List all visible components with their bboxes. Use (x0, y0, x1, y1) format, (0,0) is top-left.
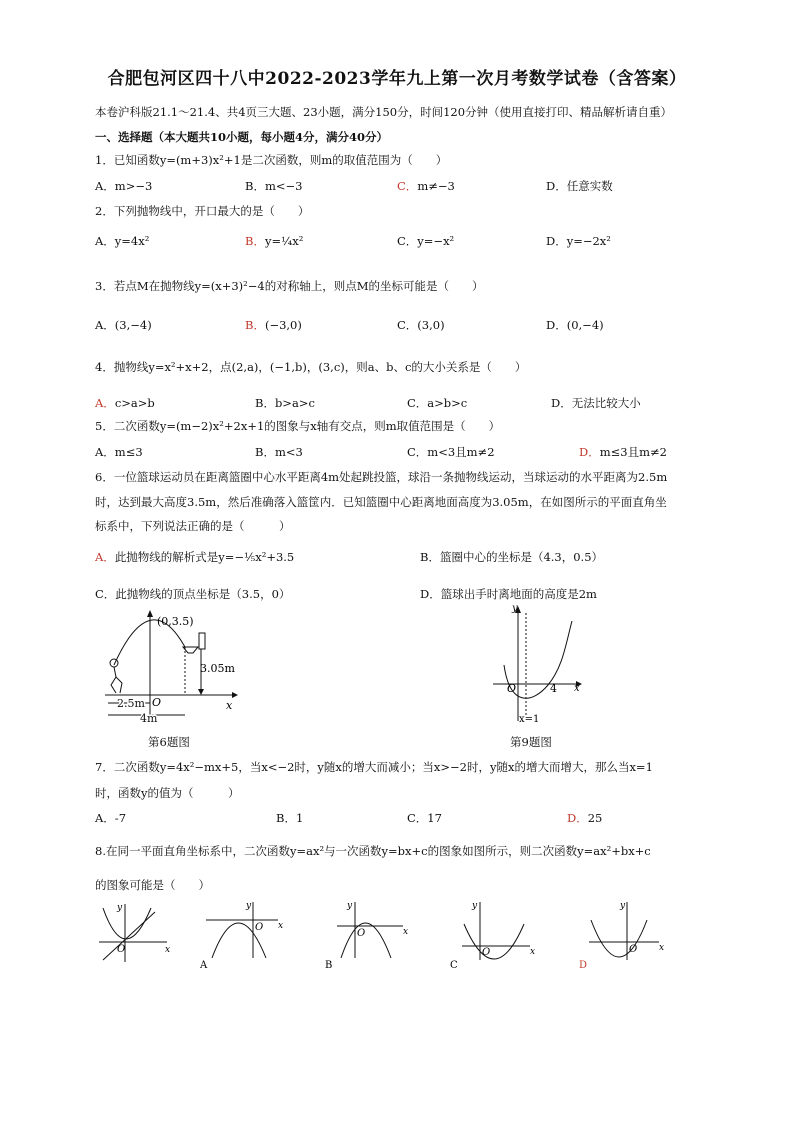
q3-option-d: D．(0,−4) (546, 318, 604, 332)
q6-option-a-text: 此抛物线的解析式是y=−⅕x²+3.5 (114, 550, 295, 564)
fig8-d-parabola (591, 920, 647, 957)
q1-option-b: B．m<−3 (245, 179, 303, 193)
q5-option-d (579, 444, 667, 460)
fig8-d-origin: O (629, 944, 638, 955)
q1-option-a: A．m>−3 (95, 179, 153, 193)
q3-option-b-letter: B． (245, 318, 265, 332)
q4-option-c: C．a>b>c (407, 396, 468, 410)
q2-option-b (245, 233, 303, 249)
q2-option-b-letter: B． (245, 234, 265, 248)
q3-option-b-text: (−3,0) (264, 318, 302, 332)
q1-option-c (397, 178, 455, 194)
fig8-option-b-graph[interactable] (323, 898, 413, 973)
fig8-c-x-label: x (530, 947, 536, 957)
q7-option-d-letter: D． (567, 811, 588, 825)
fig8-given-graph (95, 900, 175, 965)
q7-option-a: A．-7 (95, 811, 127, 825)
exam-title: 合肥包河区四十八中2022-2023学年九上第一次月考数学试卷（含答案） (107, 69, 687, 89)
fig8-option-a-graph[interactable] (198, 898, 288, 973)
q1-option-c-letter: C． (397, 179, 418, 193)
fig8-given-y-label: y (117, 903, 123, 913)
q6-option-a-letter: A． (95, 550, 115, 564)
question-2-stem: 2．下列抛物线中，开口最大的是（ ） (95, 204, 310, 218)
question-5-stem: 5．二次函数y=(m−2)x²+2x+1的图象与x轴有交点，则m取值范围是（ ） (95, 419, 501, 433)
fig8-a-y-label: y (246, 901, 252, 911)
fig9-x-label: x (574, 683, 580, 694)
fig8-given-origin: O (117, 944, 126, 955)
q4-option-a (95, 395, 155, 411)
fig8-d-y-label: y (620, 901, 626, 911)
fig8-c-parabola (464, 924, 524, 959)
q3-option-b (245, 317, 302, 333)
q1-option-c-text: m≠−3 (417, 179, 455, 193)
fig6-origin-label: O (152, 696, 162, 709)
fig8-a-label: A (200, 960, 208, 971)
fig6-height-arrow (198, 689, 204, 695)
question-8-line1: 8.在同一平面直角坐标系中，二次函数y=ax²与一次函数y=bx+c的图象如图所示，则二次函数y=ax²+bx+c (95, 844, 651, 858)
fig9-sym-label: x=1 (519, 714, 540, 725)
question-7-line2: 时，函数y的值为（ ） (95, 786, 240, 800)
fig8-d-label: D (579, 960, 588, 971)
fig6-dim1-label: 2.5m (117, 697, 145, 710)
fig6-y-arrow (147, 610, 153, 617)
fig9-y-label: y (512, 603, 518, 614)
fig8-d-x-label: x (659, 943, 665, 953)
fig8-a-x-label: x (278, 921, 284, 931)
figure-9 (488, 603, 588, 728)
question-4-stem: 4．抛物线y=x²+x+2，点(2,a)，(−1,b)，(3,c)，则a、b、c的大小关系是（ ） (95, 360, 527, 374)
fig6-player (110, 659, 122, 693)
fig6-backboard (199, 633, 205, 649)
q4-option-a-letter: A． (95, 396, 115, 410)
fig8-b-label: B (325, 960, 333, 971)
fig6-height-label: 3.05m (200, 662, 235, 675)
q6-option-a (95, 549, 294, 565)
section-heading: 一、选择题（本大题共10小题，每小题4分，满分40分） (95, 130, 389, 144)
q5-option-b: B．m<3 (255, 445, 303, 459)
q1-option-d: D．任意实数 (546, 179, 613, 193)
fig6-vertex-label: (0,3.5) (157, 615, 194, 628)
fig8-option-d-graph[interactable] (575, 898, 665, 973)
q4-option-d: D．无法比较大小 (551, 396, 641, 410)
q4-option-a-text: c>a>b (114, 396, 155, 410)
q6-option-d: D．篮球出手时离地面的高度是2m (420, 587, 597, 601)
exam-intro: 本卷沪科版21.1～21.4、共4页三大题、23小题，满分150分，时间120分钟（使用直接打印、精品解析请自重） (95, 105, 673, 119)
fig9-origin-label: O (507, 682, 517, 695)
q3-option-a: A．(3,−4) (95, 318, 152, 332)
figure-6-caption: 第6题图 (148, 735, 190, 749)
q7-option-b: B．1 (276, 811, 304, 825)
figure-6 (100, 605, 250, 730)
q3-option-c: C．(3,0) (397, 318, 445, 332)
fig8-c-label: C (450, 960, 458, 971)
q2-option-d: D．y=−2x² (546, 234, 611, 248)
fig8-given-x-label: x (165, 945, 171, 955)
q2-option-b-text: y=¼x² (264, 234, 304, 248)
q2-option-c: C．y=−x² (397, 234, 455, 248)
question-6-line2: 时，达到最大高度3.5m，然后准确落入篮筐内．已知篮圈中心距离地面高度为3.05m，在如图所示的平面直角坐 (95, 495, 667, 509)
fig6-dim2-label: 4m (140, 712, 158, 725)
q7-option-d (567, 810, 602, 826)
question-8-line2: 的图象可能是（ ） (95, 878, 210, 892)
fig8-c-origin: O (482, 947, 491, 958)
q2-option-a: A．y=4x² (95, 234, 150, 248)
question-7-line1: 7．二次函数y=4x²−mx+5，当x<−2时，y随x的增大而减小；当x>−2时，y随x的增大而增大，那么当x=1 (95, 760, 653, 774)
fig8-a-origin: O (255, 922, 264, 933)
fig6-x-label: x (226, 699, 233, 712)
question-6-line3: 标系中，下列说法正确的是（ ） (95, 519, 291, 533)
q4-option-b: B．b>a>c (255, 396, 315, 410)
q7-option-c: C．17 (407, 811, 442, 825)
q6-option-c: C．此抛物线的顶点坐标是（3.5，0） (95, 587, 291, 601)
q6-option-b: B．篮圈中心的坐标是（4.3，0.5） (420, 550, 604, 564)
fig8-given-parabola (103, 908, 151, 939)
q7-option-d-text: 25 (587, 811, 603, 825)
question-6-line1: 6．一位篮球运动员在距离篮圈中心水平距离4m处起跳投篮，球沿一条抛物线运动，当球运动的水平距离为2.5m (95, 470, 668, 484)
fig6-x-arrow (232, 692, 238, 698)
fig8-b-y-label: y (347, 901, 353, 911)
fig9-root-label: 4 (550, 682, 557, 695)
figure-9-caption: 第9题图 (510, 735, 552, 749)
fig8-c-y-label: y (472, 901, 478, 911)
q5-option-d-text: m≤3且m≠2 (599, 445, 667, 459)
fig8-given-line (103, 912, 155, 960)
fig8-option-c-graph[interactable] (448, 898, 538, 973)
q5-option-c: C．m<3且m≠2 (407, 445, 495, 459)
fig8-b-x-label: x (403, 927, 409, 937)
q5-option-d-letter: D． (579, 445, 600, 459)
q5-option-a: A．m≤3 (95, 445, 143, 459)
fig8-b-origin: O (357, 928, 366, 939)
fig8-b-parabola (341, 923, 391, 958)
question-3-stem: 3．若点M在抛物线y=(x+3)²−4的对称轴上，则点M的坐标可能是（ ） (95, 279, 484, 293)
question-1-stem: 1．已知函数y=(m+3)x²+1是二次函数，则m的取值范围为（ ） (95, 153, 448, 167)
